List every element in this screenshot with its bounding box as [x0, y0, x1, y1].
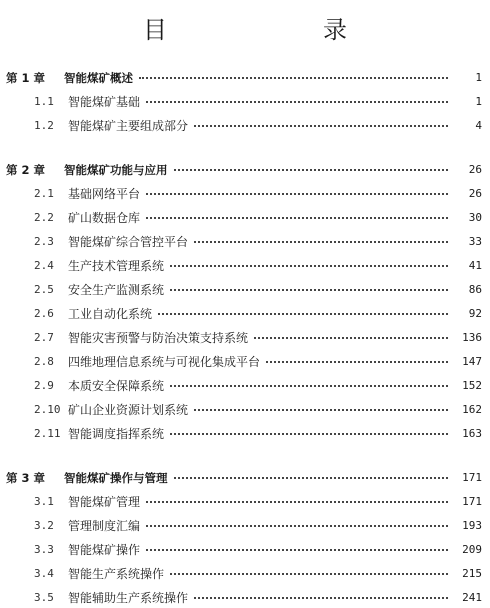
leader-dots: [174, 168, 449, 171]
section-title: 智能调度指挥系统: [68, 427, 165, 441]
leader-dots: [170, 264, 448, 267]
section-title: 智能煤矿主要组成部分: [68, 119, 189, 133]
toc-section-1-1[interactable]: [0, 88, 490, 112]
page-number: 26: [468, 163, 482, 176]
section-title: 生产技术管理系统: [68, 259, 165, 273]
leader-dots: [170, 572, 448, 575]
section-number: 2.4: [34, 259, 54, 272]
page-number: 241: [462, 591, 482, 604]
section-title: 智能灾害预警与防治决策支持系统: [68, 331, 249, 345]
toc-section-2-9[interactable]: [0, 372, 490, 396]
toc-section-3-5[interactable]: [0, 584, 490, 608]
page-number: 4: [475, 119, 482, 132]
section-number: 1.2: [34, 119, 54, 132]
section-number: 2.3: [34, 235, 54, 248]
page-number: 147: [462, 355, 482, 368]
page-number: 41: [468, 259, 482, 272]
section-title: 管理制度汇编: [68, 519, 141, 533]
leader-dots: [146, 500, 448, 503]
toc-chapter-2[interactable]: [0, 156, 490, 180]
section-number: 2.10: [34, 403, 61, 416]
leader-dots: [170, 288, 448, 291]
section-title: 工业自动化系统: [68, 307, 153, 321]
toc-section-2-3[interactable]: [0, 228, 490, 252]
page-number: 30: [468, 211, 482, 224]
page-number: 1: [475, 71, 482, 84]
toc-section-2-6[interactable]: [0, 300, 490, 324]
chapter-number: 第 1 章: [6, 71, 46, 85]
page-title: 目 录: [143, 16, 383, 44]
section-title: 矿山企业资源计划系统: [68, 403, 189, 417]
page-number: 171: [462, 471, 482, 484]
toc-section-3-1[interactable]: [0, 488, 490, 512]
toc-section-2-8[interactable]: [0, 348, 490, 372]
chapter-spacer: [0, 444, 490, 464]
chapter-title: 智能煤矿概述: [64, 71, 133, 85]
leader-dots: [254, 336, 448, 339]
section-number: 2.1: [34, 187, 54, 200]
section-number: 2.2: [34, 211, 54, 224]
page-number: 136: [462, 331, 482, 344]
section-title: 智能煤矿基础: [68, 95, 141, 109]
section-number: 2.6: [34, 307, 54, 320]
leader-dots: [158, 312, 448, 315]
toc-section-2-10[interactable]: [0, 396, 490, 420]
section-number: 3.1: [34, 495, 54, 508]
section-title: 智能辅助生产系统操作: [68, 591, 189, 605]
section-title: 本质安全保障系统: [68, 379, 165, 393]
toc-section-2-11[interactable]: [0, 420, 490, 444]
section-title: 智能生产系统操作: [68, 567, 165, 581]
toc-section-3-3[interactable]: [0, 536, 490, 560]
section-number: 2.11: [34, 427, 61, 440]
toc-section-2-2[interactable]: [0, 204, 490, 228]
leader-dots: [170, 384, 448, 387]
toc-section-3-2[interactable]: [0, 512, 490, 536]
section-title: 基础网络平台: [68, 187, 141, 201]
leader-dots: [146, 524, 448, 527]
chapter-number: 第 3 章: [6, 471, 46, 485]
leader-dots: [139, 76, 448, 79]
section-title: 智能煤矿管理: [68, 495, 141, 509]
section-title: 智能煤矿操作: [68, 543, 141, 557]
page-number: 26: [468, 187, 482, 200]
section-number: 3.5: [34, 591, 54, 604]
toc-section-2-5[interactable]: [0, 276, 490, 300]
section-number: 2.8: [34, 355, 54, 368]
leader-dots: [174, 476, 449, 479]
page-number: 92: [468, 307, 482, 320]
toc-section-2-4[interactable]: [0, 252, 490, 276]
table-of-contents: [0, 64, 490, 608]
toc-section-2-7[interactable]: [0, 324, 490, 348]
section-title: 智能煤矿综合管控平台: [68, 235, 189, 249]
chapter-spacer: [0, 136, 490, 156]
section-number: 1.1: [34, 95, 54, 108]
page-number: 215: [462, 567, 482, 580]
page-number: 209: [462, 543, 482, 556]
section-number: 2.7: [34, 331, 54, 344]
section-number: 3.3: [34, 543, 54, 556]
section-title: 矿山数据仓库: [68, 211, 141, 225]
page-number: 152: [462, 379, 482, 392]
section-title: 四维地理信息系统与可视化集成平台: [68, 355, 261, 369]
chapter-title: 智能煤矿操作与管理: [64, 471, 168, 485]
page-number: 1: [475, 95, 482, 108]
section-number: 3.4: [34, 567, 54, 580]
section-title: 安全生产监测系统: [68, 283, 165, 297]
leader-dots: [146, 216, 448, 219]
section-number: 3.2: [34, 519, 54, 532]
page-number: 33: [468, 235, 482, 248]
chapter-number: 第 2 章: [6, 163, 46, 177]
toc-chapter-3[interactable]: [0, 464, 490, 488]
leader-dots: [146, 100, 448, 103]
leader-dots: [266, 360, 448, 363]
page-number: 193: [462, 519, 482, 532]
leader-dots: [194, 408, 448, 411]
leader-dots: [170, 432, 448, 435]
page-number: 86: [468, 283, 482, 296]
page-number: 163: [462, 427, 482, 440]
chapter-title: 智能煤矿功能与应用: [64, 163, 168, 177]
page-number: 171: [462, 495, 482, 508]
toc-chapter-1[interactable]: [0, 64, 490, 88]
toc-section-1-2[interactable]: [0, 112, 490, 136]
page-number: 162: [462, 403, 482, 416]
toc-section-3-4[interactable]: [0, 560, 490, 584]
leader-dots: [146, 192, 448, 195]
toc-section-2-1[interactable]: [0, 180, 490, 204]
leader-dots: [194, 240, 448, 243]
leader-dots: [194, 596, 448, 599]
section-number: 2.9: [34, 379, 54, 392]
leader-dots: [194, 124, 448, 127]
section-number: 2.5: [34, 283, 54, 296]
leader-dots: [146, 548, 448, 551]
